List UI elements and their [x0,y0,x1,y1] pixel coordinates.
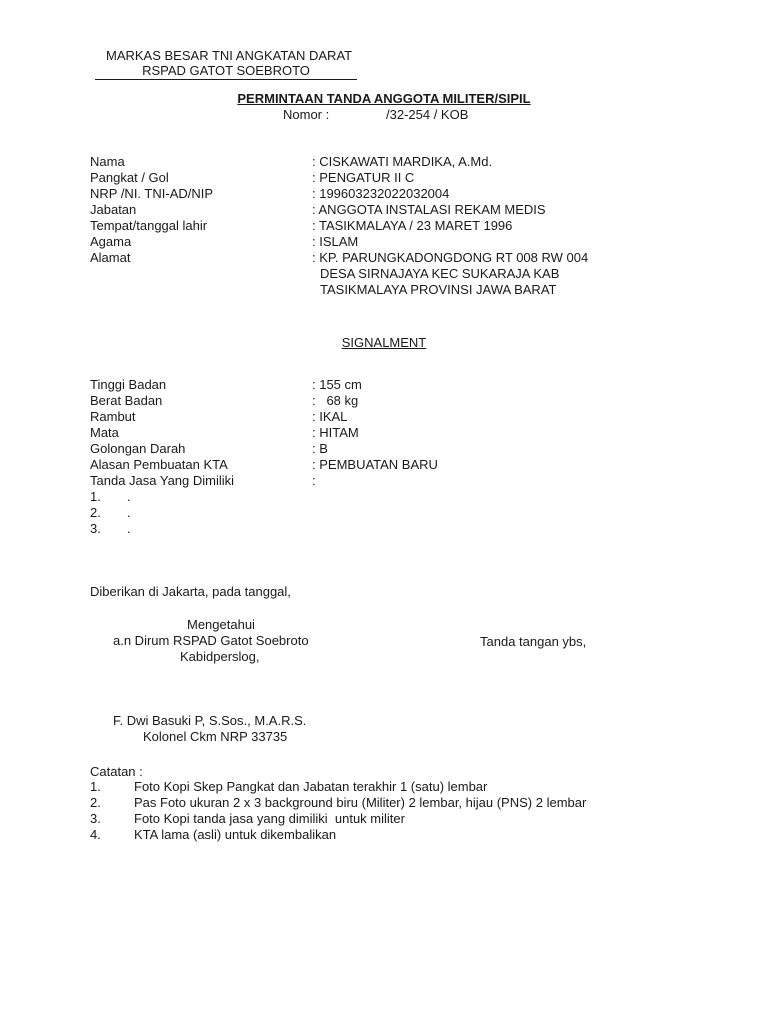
field-label: Mata [90,425,119,440]
field-value: : PEMBUATAN BARU [312,457,438,472]
tanda-jasa-item [90,505,131,521]
item-number: 1. [90,489,101,504]
note-number: 1. [90,779,101,794]
note-text: Foto Kopi Skep Pangkat dan Jabatan terakhir 1 (satu) lembar [134,779,488,794]
document-title: PERMINTAAN TANDA ANGGOTA MILITER/SIPIL [237,91,531,106]
given-at-text: Diberikan di Jakarta, pada tanggal, [90,584,291,599]
note-text: Foto Kopi tanda jasa yang dimiliki untuk militer [134,811,405,826]
field-label: Rambut [90,409,136,424]
field-label: NRP /NI. TNI-AD/NIP [90,186,214,201]
official-rank: Kolonel Ckm NRP 33735 [143,729,288,744]
field-label: Alasan Pembuatan KTA [90,457,228,472]
field-value: : CISKAWATI MARDIKA, A.Md. [312,154,493,169]
field-label: Golongan Darah [90,441,186,456]
note-number: 2. [90,795,101,810]
field-label: Tinggi Badan [90,377,167,392]
address-continuation-1: DESA SIRNAJAYA KEC SUKARAJA KAB [320,266,560,281]
document-title-container [0,91,768,107]
note-item [90,795,587,811]
field-label: Berat Badan [90,393,163,408]
official-name: F. Dwi Basuki P, S.Sos., M.A.R.S. [113,713,307,728]
item-text: . [127,521,131,536]
on-behalf-text: a.n Dirum RSPAD Gatot Soebroto [113,633,309,648]
field-value: : HITAM [312,425,359,440]
field-value: : KP. PARUNGKADONGDONG RT 008 RW 004 [312,250,589,265]
applicant-signature-label: Tanda tangan ybs, [480,634,587,649]
field-value: : 199603232022032004 [312,186,450,201]
field-value: : B [312,441,328,456]
item-text: . [127,489,131,504]
signalment-heading-container [0,335,768,351]
document-number-value: /32-254 / KOB [386,107,469,122]
note-item [90,827,337,843]
field-value: : ANGGOTA INSTALASI REKAM MEDIS [312,202,546,217]
field-value: : IKAL [312,409,348,424]
note-text: Pas Foto ukuran 2 x 3 background biru (Militer) 2 lembar, hijau (PNS) 2 lembar [134,795,587,810]
notes-label: Catatan : [90,764,143,779]
mengetahui-text: Mengetahui [187,617,255,632]
field-label: Tempat/tanggal lahir [90,218,208,233]
field-label: Tanda Jasa Yang Dimiliki [90,473,235,488]
note-text: KTA lama (asli) untuk dikembalikan [134,827,337,842]
item-number: 3. [90,521,101,536]
field-value: : 155 cm [312,377,362,392]
tanda-jasa-item [90,521,131,537]
field-value: : PENGATUR II C [312,170,415,185]
document-number [283,107,469,123]
org-name-line2: RSPAD GATOT SOEBROTO [95,63,357,80]
item-number: 2. [90,505,101,520]
field-value: : [312,473,316,488]
field-value: : 68 kg [312,393,359,408]
tanda-jasa-item [90,489,131,505]
note-number: 4. [90,827,101,842]
field-value: : TASIKMALAYA / 23 MARET 1996 [312,218,513,233]
field-label: Pangkat / Gol [90,170,169,185]
document-number-label: Nomor : [283,107,330,122]
field-label: Agama [90,234,132,249]
note-item [90,811,405,827]
field-value: : ISLAM [312,234,359,249]
kabid-text: Kabidperslog, [180,649,260,664]
field-label: Nama [90,154,125,169]
signalment-heading: SIGNALMENT [341,335,427,350]
note-item [90,779,488,795]
address-continuation-2: TASIKMALAYA PROVINSI JAWA BARAT [320,282,557,297]
note-number: 3. [90,811,101,826]
field-label: Jabatan [90,202,137,217]
field-label: Alamat [90,250,131,265]
org-name-line1: MARKAS BESAR TNI ANGKATAN DARAT [106,48,353,63]
item-text: . [127,505,131,520]
